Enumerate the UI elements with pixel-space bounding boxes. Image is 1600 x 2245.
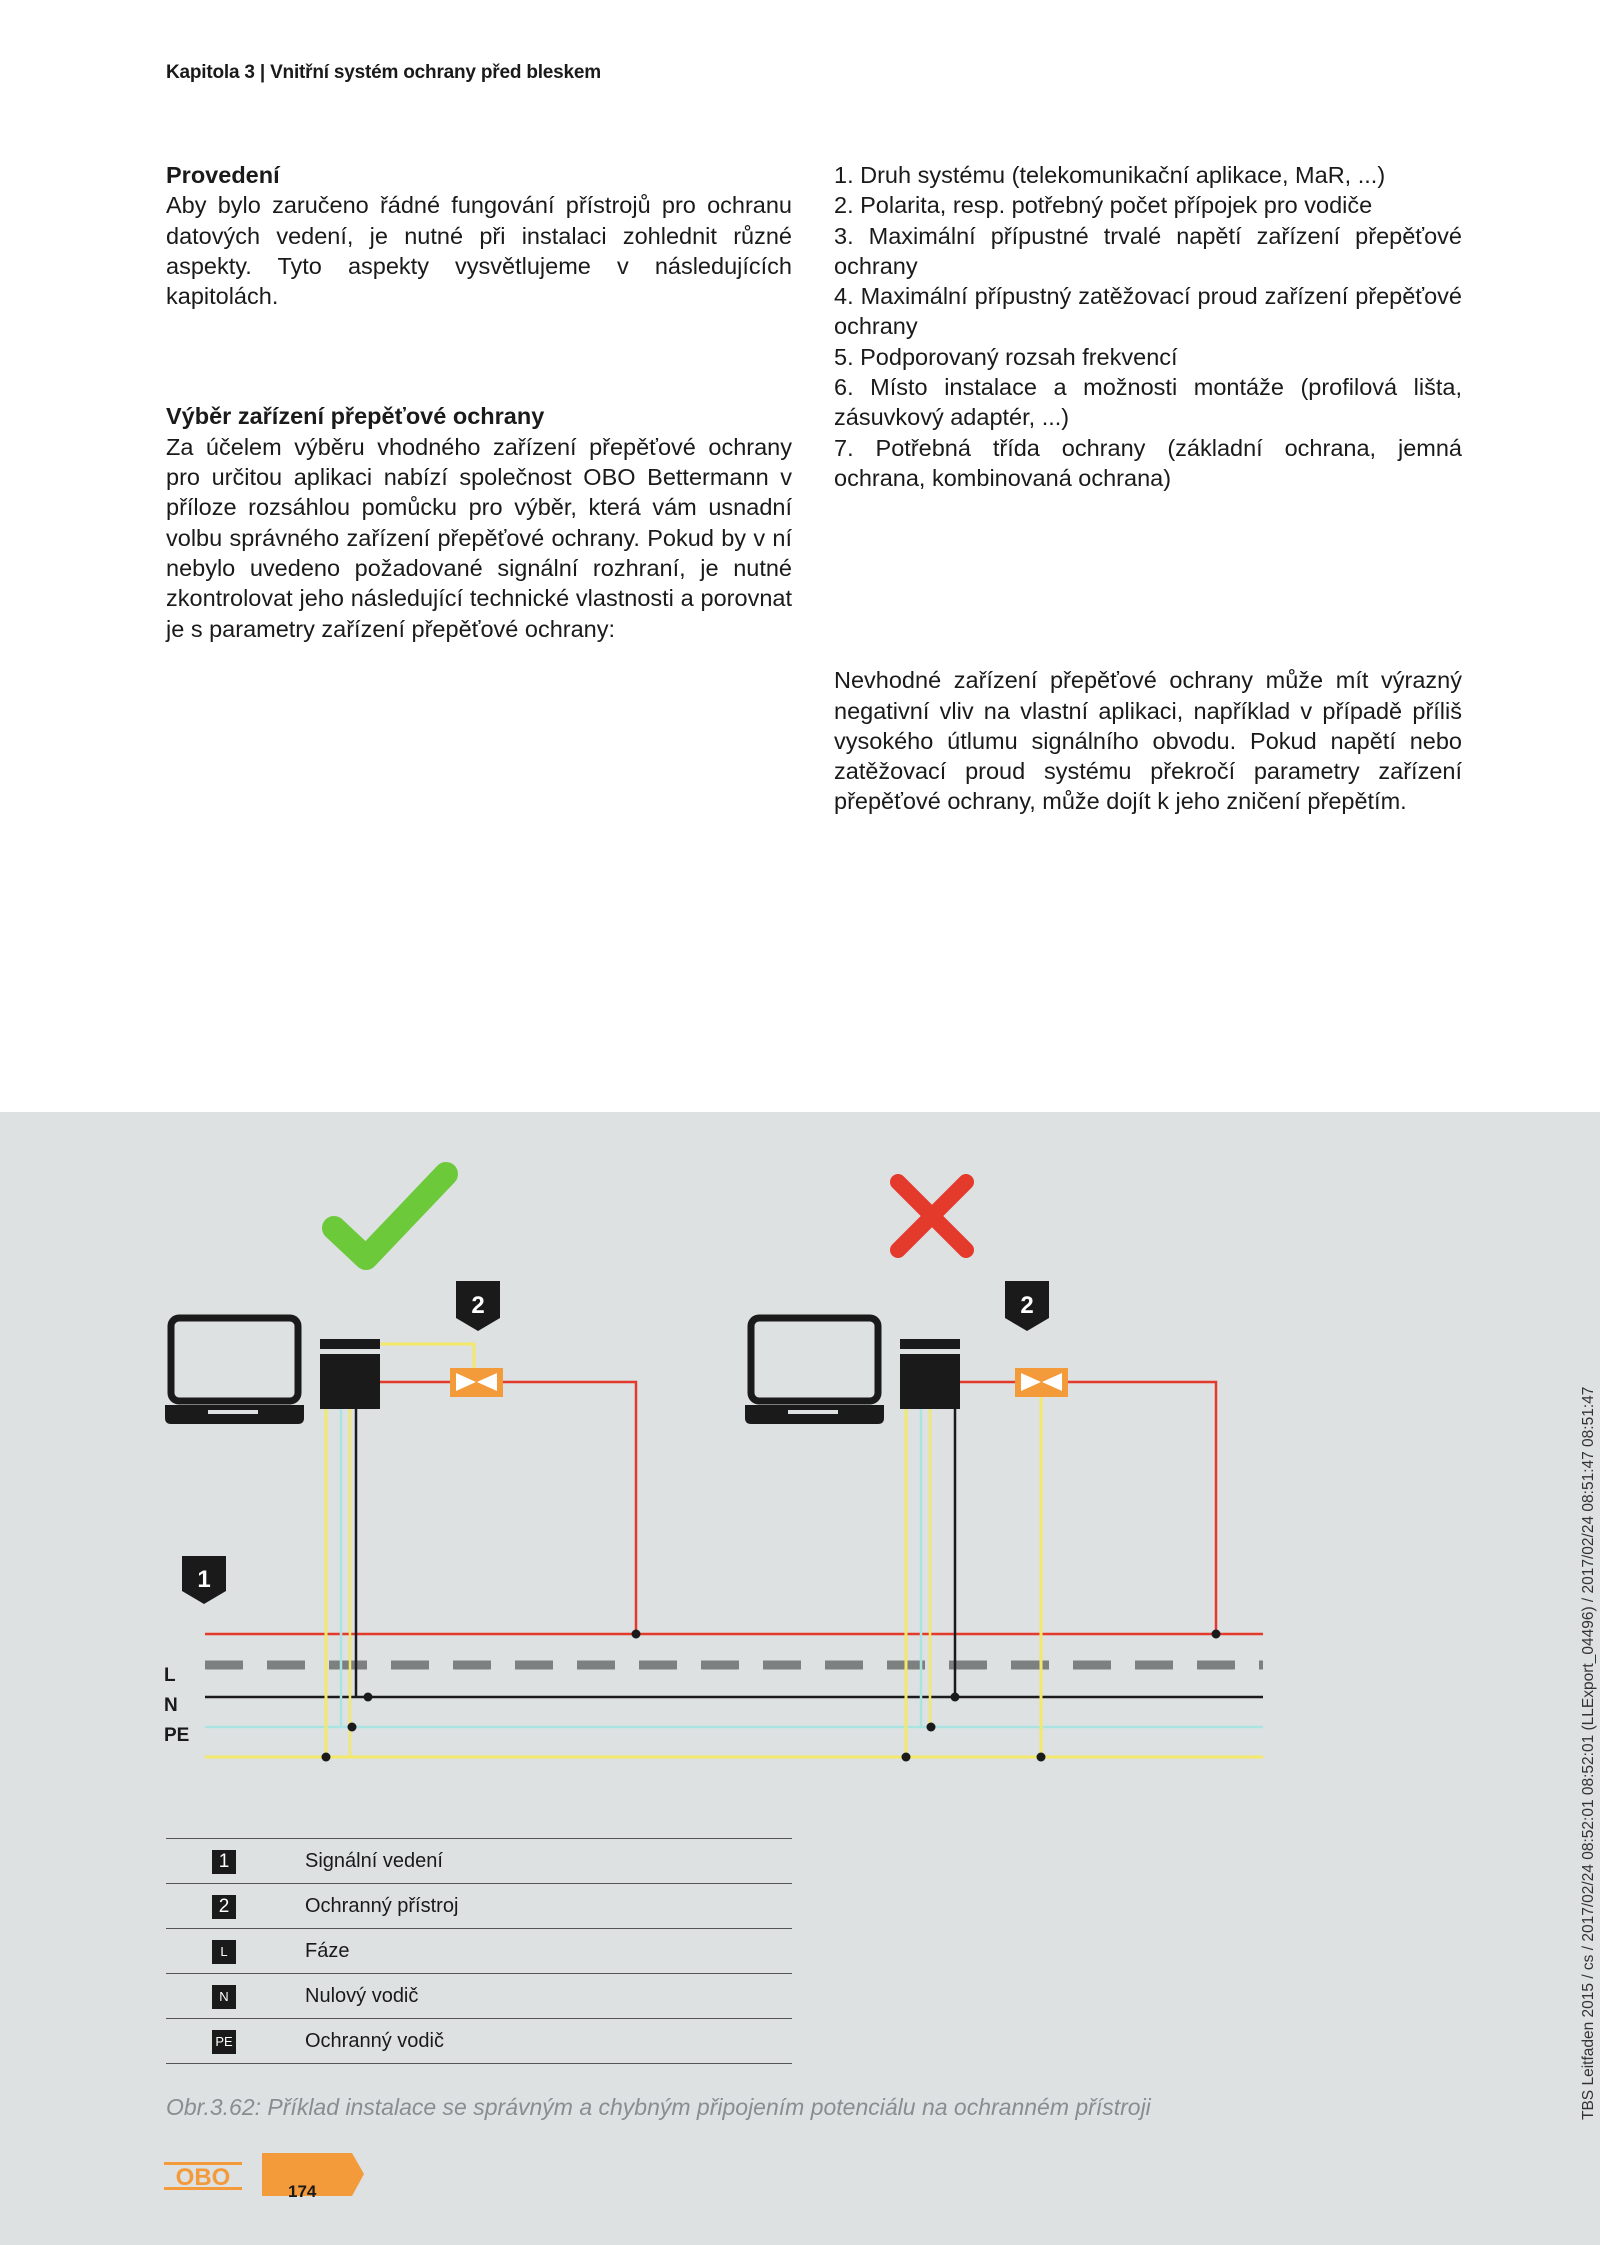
legend-key: 1 (212, 1850, 236, 1874)
paragraph-vyber: Za účelem výběru vhodného zařízení přepěťové ochrany pro určitou aplikaci nabízí společnost OBO Bettermann v příloze rozsáhlou pomůcku pro výběr, která vám usnadní volbu správného zařízení přepěťové ochrany. Pokud by v ní nebylo uvedeno požadované signální rozhraní, je nutné zkontrolovat jeho následující technické vlastnosti a porovnat je s parametry zařízení přepěťové ochrany: (166, 433, 792, 642)
junction-dot (348, 1723, 357, 1732)
legend-row (166, 1974, 792, 2019)
wire-label-L: L (164, 1665, 176, 1686)
legend-key: 2 (212, 1895, 236, 1919)
list-item: 6. Místo instalace a možnosti montáže (profilová lišta, zásuvkový adaptér, ...) (834, 374, 1462, 431)
junction-dot (1037, 1753, 1046, 1762)
svg-text:1: 1 (197, 1566, 211, 1593)
junction-dot (322, 1753, 331, 1762)
cross-icon (898, 1182, 966, 1250)
check-icon (334, 1174, 446, 1258)
legend-label: Fáze (305, 1940, 350, 1962)
list-item: 2. Polarita, resp. potřebný počet přípojek pro vodiče (834, 192, 1373, 219)
page-number: 174 (288, 2182, 317, 2201)
list-item: 7. Potřebná třída ochrany (základní ochrana, jemná ochrana, kombinovaná ochrana) (834, 434, 1462, 491)
paragraph-provedeni: Aby bylo zaručeno řádné fungování přístrojů pro ochranu datových vedení, je nutné při instalaci zohlednit různé aspekty. Tyto aspekty vysvětlujeme v následujících kapitolách. (166, 192, 792, 310)
junction-dot (1212, 1630, 1221, 1639)
legend-key: N (212, 1985, 236, 2009)
legend-table (166, 1838, 792, 2064)
legend-row (166, 1838, 792, 1884)
obo-logo (164, 2162, 242, 2191)
equipment-icon (320, 1339, 380, 1409)
legend-key: PE (212, 2030, 236, 2054)
list-item: 4. Maximální přípustný zatěžovací proud zařízení přepěťové ochrany (834, 283, 1462, 340)
junction-dot (951, 1693, 960, 1702)
legend-label: Ochranný vodič (305, 2030, 444, 2052)
list-item: 5. Podporovaný rozsah frekvencí (834, 343, 1178, 370)
junction-dot (927, 1723, 936, 1732)
legend-label: Signální vedení (305, 1850, 443, 1872)
list-item: 3. Maximální přípustné trvalé napětí zařízení přepěťové ochrany (834, 222, 1462, 279)
heading-vyber: Výběr zařízení přepěťové ochrany (166, 403, 545, 430)
heading-provedeni: Provedení (166, 162, 280, 188)
protection-device-icon (450, 1368, 503, 1397)
legend-row (166, 2019, 792, 2064)
junction-dot (364, 1693, 373, 1702)
marker-2-left (456, 1281, 500, 1331)
list-item: 1. Druh systému (telekomunikační aplikace, MaR, ...) (834, 162, 1386, 188)
wire-label-PE: PE (164, 1725, 190, 1746)
figure-caption: Obr.3.62: Příklad instalace se správným a chybným připojením potenciálu na ochranném přístroji (166, 2094, 1151, 2120)
signal-wire-red (380, 1382, 636, 1634)
signal-wire-yellow (380, 1344, 474, 1368)
legend-label: Nulový vodič (305, 1985, 419, 2007)
legend-key: L (212, 1940, 236, 1964)
protection-device-icon (1015, 1368, 1068, 1397)
marker-2-right (1005, 1281, 1049, 1331)
legend-label: Ochranný přístroj (305, 1895, 459, 1917)
sidebar-note: TBS Leitfaden 2015 / cs / 2017/02/24 08:52:01 08:52:01 (LLExport_04496) / 2017/02/24 08:51:47 08:51:47 (1580, 1386, 1597, 2120)
legend-row (166, 1929, 792, 1974)
legend-row (166, 1884, 792, 1929)
equipment-icon (900, 1339, 960, 1409)
svg-text:2: 2 (1020, 1292, 1034, 1319)
chapter-header: Kapitola 3 | Vnitřní systém ochrany před bleskem (166, 62, 601, 83)
marker-1 (182, 1556, 226, 1604)
junction-dot (902, 1753, 911, 1762)
signal-wire-red (960, 1382, 1216, 1634)
svg-text:OBO: OBO (175, 2164, 231, 2191)
svg-text:2: 2 (471, 1292, 485, 1319)
laptop-icon (745, 1318, 884, 1424)
wire-label-N: N (164, 1695, 178, 1716)
laptop-icon (165, 1318, 304, 1424)
paragraph-nevhodne: Nevhodné zařízení přepěťové ochrany může mít výrazný negativní vliv na vlastní aplikaci, například v případě příliš vysokého útlumu signálního obvodu. Pokud napětí nebo zatěžovací proud systému překročí parametry zařízení přepěťové ochrany, může dojít k jeho zničení přepětím. (834, 667, 1462, 815)
junction-dot (632, 1630, 641, 1639)
